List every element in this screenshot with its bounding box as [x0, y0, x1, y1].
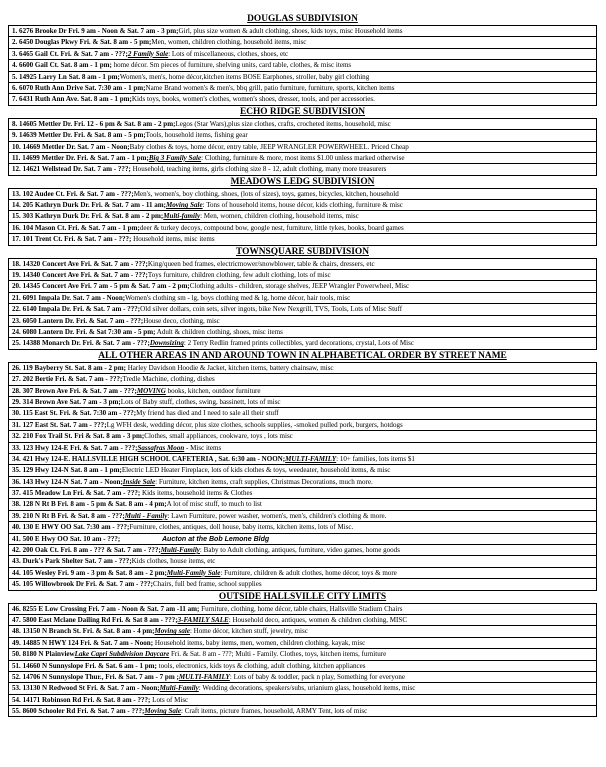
listing-description: Tredle Machine, clothing, dishes: [122, 375, 215, 384]
section-rows: [8, 118, 597, 176]
listing-number: 9.: [12, 131, 20, 140]
listing-sale-type: Multi - Family: [124, 511, 168, 520]
listing-description: House deco, clothing, misc: [143, 316, 220, 325]
listing-row: [8, 129, 597, 140]
listing-row: [8, 210, 597, 221]
listing-number: 23.: [12, 316, 23, 325]
listing-sale-type: 3-FAMILY SALE: [177, 615, 229, 624]
listing-address: 6450 Douglas Pkwy Fri. & Sat. 8 am - 5 pm;: [19, 38, 152, 47]
listing-sale-type: Downsizing: [149, 339, 184, 348]
listing-row: [8, 292, 597, 303]
listing-address: 102 Audee Ct. Fri. & Sat. 7 am - ???;: [22, 189, 134, 198]
listing-row: [8, 578, 597, 590]
listing-number: 2.: [12, 38, 20, 47]
listing-address: 314 Brown Ave Sat. 7 am - 3 pm;: [22, 397, 121, 406]
listing-sale-type: MOVING: [136, 386, 166, 395]
listing-row: [8, 269, 597, 280]
listing-address: 129 Hwy 124-N Sat. 8 am - 1 pm;: [22, 466, 122, 475]
listing-address: 307 Brown Ave Fri. & Sat. 7 am - ???;: [22, 386, 137, 395]
listing-number: 54.: [12, 695, 23, 704]
listing-address: 6276 Brooke Dr Fri. 9 am - Noon & Sat. 7 am - 3 pm;: [19, 27, 179, 35]
listing-address: 14639 Mettler Dr. Fri. & Sat. 8 am - 5 pm;: [19, 131, 146, 140]
listing-address: 14340 Concert Ave Fri. & Sat. 7 am - ???;: [22, 271, 148, 280]
listing-row: [8, 188, 597, 199]
listing-sale-type: Lake Capri Subdivision Daycare: [74, 650, 170, 659]
listing-address: 128 N Rt B Fri. 8 am - 5 pm & Sat. 8 am - 4 pm;: [22, 500, 167, 509]
listing-number: 30.: [12, 409, 23, 418]
listing-address: 6140 Impala Dr. Fri. & Sat. 7 am - ???;: [22, 305, 141, 314]
listing-row: [8, 385, 597, 396]
listing-description: Baby clothes & toys, home décor, entry table, JEEP WRANGLER POWERWHEEL. Priced Cheap: [129, 142, 409, 151]
listing-number: 29.: [12, 397, 23, 406]
listing-description: Electric LED Heater Fireplace, lots of kids clothes & toys, weedeater, household items, & misc: [121, 466, 391, 475]
listing-number: 40.: [12, 523, 23, 532]
listing-row: [8, 603, 597, 614]
listing-row: [8, 315, 597, 326]
listing-row: [8, 407, 597, 418]
listing-description: Name Brand women's & men's, bbq grill, patio furniture, furniture, sports, kitchen items: [145, 83, 395, 92]
listing-sale-type: Big 3 Family Sale: [148, 153, 202, 162]
listing-address: 14660 N Sunnyslope Fri. & Sat. 6 am - 1 pm;: [22, 661, 157, 670]
listing-address: 205 Kathryn Durk Dr. Fri. & Sat. 7 am - 11 am;: [22, 201, 166, 210]
listing-address: 5800 East Mclane Dailing Rd Fri. & Sat 8 am - ???;: [22, 615, 178, 624]
listing-row: [8, 705, 597, 717]
listing-row: [8, 199, 597, 210]
listing-sale-type: Multi-family: [163, 212, 201, 221]
listing-address: 6431 Ruth Ann Ave. Sat. 8 am - 1 pm;: [19, 95, 132, 104]
listing-row: [8, 82, 597, 93]
listing-address: 6050 Lantern Dr. Fri. & Sat. 7 am - ???;: [22, 316, 144, 325]
section-heading: OUTSIDE HALLSVILLE CITY LIMITS: [218, 591, 387, 602]
listing-description: Clothing adults - children, storage shelves, JEEP Wrangler Powerwheel, Misc: [189, 282, 410, 291]
listing-number: 44.: [12, 568, 23, 577]
listing-row: [8, 222, 597, 233]
listing-row: [8, 337, 597, 349]
listing-description: Clothes, small appliances, cookware, toys , lots misc: [144, 432, 293, 441]
listing-number: 31.: [12, 420, 23, 429]
listing-address: 200 Oak Ct. Fri. 8 am - ??? & Sat. 7 am - ???;: [22, 546, 161, 555]
listing-row: [8, 373, 597, 384]
listing-number: 3.: [12, 49, 20, 58]
listing-row: [8, 430, 597, 441]
section-rows: [8, 25, 597, 106]
listing-address: 421 Hwy 124-E. HALLSVILLE HIGH SCHOOL CAFETERIA , Sat. 6:30 am - NOON;: [22, 454, 286, 463]
listing-number: 6.: [12, 83, 20, 92]
listing-row: [8, 25, 597, 36]
listing-number: 33.: [12, 443, 23, 452]
garage-sale-listing: [8, 13, 597, 717]
listing-row: [8, 487, 597, 498]
listing-description: My friend has died and I need to sale all their stuff: [136, 409, 279, 418]
listing-address: 8255 E Low Crossing Fri. 7 am - Noon & Sat. 7 am -11 am;: [22, 604, 200, 613]
listing-address: 123 Hwy 124-E Fri. & Sat. 7 am - ???;: [22, 443, 138, 452]
listing-number: 42.: [12, 546, 23, 555]
listing-description: : Clothing, furniture & more, most items $1.00 unless marked otherwise: [201, 153, 405, 162]
listing-address: 6600 Gail Ct. Sat. 8 am - 1 pm;: [19, 61, 112, 70]
listing-address: 13130 N Redwood St Fri. & Sat. 7 am - Noon;: [22, 684, 160, 693]
listing-description: : Baby to Adult clothing, antiques, furniture, video games, home goods: [199, 546, 400, 555]
listing-description: Chairs, full bed frame, school supplies: [153, 580, 262, 589]
listing-address: 210 Fox Trail St. Fri & Sat. 8 am - 3 pm;: [22, 432, 145, 441]
listing-address: 6070 Ruth Ann Drive Sat. 7:30 am - 1 pm;: [19, 83, 146, 92]
listing-number: 21.: [12, 293, 23, 302]
listing-address: 210 N Rt B Fri. & Sat. 8 am - ???;: [22, 511, 125, 520]
listing-description: : 2 Terry Redlin framed prints collectibles, yard decorations, crystal, Lots of Misc: [183, 339, 414, 348]
listing-address: 101 Trent Ct. Fri. & Sat. 7 am - ???;: [22, 235, 132, 244]
listing-address: 14706 N Sunnyslope Thur., Fri. & Sat. 7 am - 7 pm ;: [22, 672, 179, 681]
listing-description: Women's, men's, home décor,kitchen items BOSE Earphones, stroller, baby girl clothing: [119, 72, 370, 81]
listing-row: [8, 141, 597, 152]
listing-number: 13.: [12, 189, 23, 198]
listing-address: 119 Bayberry St. Sat. 8 am - 2 pm;: [22, 363, 126, 372]
listing-number: 24.: [12, 327, 23, 336]
listing-description: Adult & children clothing, shoes, misc items: [155, 327, 283, 336]
listing-row: [8, 59, 597, 70]
listing-description: Household items, misc items: [131, 235, 215, 244]
listing-address: 105 Willowbrook Dr Fri. & Sat. 7 am - ???;: [22, 580, 154, 589]
listing-number: 17.: [12, 235, 23, 244]
section-heading: ALL OTHER AREAS IN AND AROUND TOWN IN ALPHABETICAL ORDER BY STREET NAME: [98, 350, 507, 361]
listing-address: 14925 Larry Ln Sat. 8 am - 1 pm;: [19, 72, 120, 81]
section-heading: MEADOWS LEDG SUBDIVISION: [230, 176, 375, 187]
listing-number: 20.: [12, 282, 23, 291]
listing-row: [8, 555, 597, 566]
listing-row: [8, 614, 597, 625]
listing-address: 14699 Mettler Dr. Fri. & Sat. 7 am - 1 pm;: [22, 153, 149, 162]
listing-number: 46.: [12, 604, 23, 613]
listing-row: [8, 648, 597, 659]
listing-sale-type: Multi-Family Sale: [166, 568, 221, 577]
listing-address: 14345 Concert Ave Fri. 7 am - 5 pm & Sat. 7 am - 2 pm;: [22, 282, 190, 291]
listing-address: 202 Bertie Fri. & Sat. 7 am - ???;: [22, 375, 123, 384]
listing-description: : 10+ families, lots items $1: [336, 454, 415, 463]
listing-address: 500 E Hwy OO Sat. 10 am - ???;: [22, 534, 121, 543]
listing-row: [8, 152, 597, 163]
listing-number: 7.: [12, 95, 20, 104]
listing-number: 25.: [12, 339, 23, 348]
listing-description: Kids clothes, house items, etc: [131, 557, 216, 566]
listing-description: Old silver dollars, coin sets, silver ingots, bike New Nexgrill, TVS, Tools, Lots of Misc Stuff: [140, 305, 403, 314]
listing-address: 127 East St. Sat. 7 am - ???;: [22, 420, 107, 429]
listing-description: Legos (Star Wars),plus size clothes, crafts, crocheted items, household, misc: [175, 119, 391, 128]
listing-sale-type: MULTI-FAMILY: [285, 454, 337, 463]
listing-description: Tools, household items, fishing gear: [145, 131, 248, 140]
listing-description: Kids items, household items & Clothes: [140, 489, 253, 498]
listing-address: 14885 N HWY 124 Fri. & Sat. 7 am - Noon;: [22, 638, 154, 647]
listing-stamp: Aucton at the Bob Lemone Bldg: [160, 535, 270, 543]
listing-row: [8, 453, 597, 464]
listing-description: : Furniture, kitchen items, craft supplies, Christmas Decorations, much more.: [155, 477, 373, 486]
listing-number: 18.: [12, 259, 23, 268]
listing-row: [8, 476, 597, 487]
listing-description: : Household deco, antiques, women & children clothing, MISC: [228, 615, 408, 624]
listing-description: Men's, women's, boy clothing, shoes, (lots of sizes), toys, games, bicycles, kitchen, household: [133, 189, 399, 198]
listing-row: [8, 671, 597, 682]
listing-description: Fri. & Sat. 8 am - ???; Multi - Family. Clothes, toys, kitchen items, furniture: [169, 650, 387, 659]
listing-number: 51.: [12, 661, 23, 670]
listing-number: 28.: [12, 386, 23, 395]
listing-description: deer & turkey decoys, compound bow, google nest, furniture, little tykes, books, board games: [139, 223, 404, 232]
listing-number: 52.: [12, 672, 23, 681]
listing-row: [8, 694, 597, 705]
listing-sale-type: Moving Sale: [144, 707, 181, 716]
listing-row: [8, 163, 597, 175]
listing-number: 36.: [12, 477, 23, 486]
listing-description: : Lots of miscellaneous, clothes, shoes, etc: [168, 49, 289, 58]
listing-row: [8, 521, 597, 532]
listing-description: Girl, plus size women & adult clothing, shoes, kids toys, misc Household items: [178, 27, 403, 35]
listing-row: [8, 233, 597, 245]
listing-row: [8, 660, 597, 671]
listing-description: : Home décor, kitchen stuff, jewelry, misc: [189, 627, 308, 636]
listing-number: 22.: [12, 305, 23, 314]
section-heading: ECHO RIDGE SUBDIVISION: [239, 106, 366, 117]
listing-number: 35.: [12, 466, 23, 475]
listing-description: Lots of Baby stuff, clothes, swing, bassinett, lots of misc: [120, 397, 281, 406]
listing-description: : Tons of household items, house décor, kids clothing, furniture & misc: [202, 201, 403, 210]
listing-description: : Wedding decorations, speakers/subs, urianium glass, household items, misc: [198, 684, 416, 693]
listing-row: [8, 682, 597, 693]
listing-description: Household items, baby items, men, women, children clothing, kayak, misc: [153, 638, 366, 647]
listing-number: 38.: [12, 500, 23, 509]
listing-address: 8180 N Plainview: [22, 650, 75, 659]
listing-description: A lot of misc stuff, to much to list: [166, 500, 262, 509]
listing-address: 130 E HWY OO Sat. 7:30 am - ???;: [22, 523, 130, 532]
listing-sale-type: MULTI-FAMILY: [178, 672, 230, 681]
listing-number: 48.: [12, 627, 23, 636]
listing-address: 14171 Robinson Rd Fri. & Sat. 8 am - ???;: [22, 695, 151, 704]
listing-sale-type: 2 Family Sale: [127, 49, 169, 58]
listing-address: 8600 Schooler Rd Fri. & Sat. 7 am - ???;: [22, 707, 145, 716]
listing-number: 11.: [12, 153, 23, 162]
listing-address: 14621 Wellstead Dr. Sat. 7 am - ???;: [22, 165, 131, 174]
listing-number: 27.: [12, 375, 23, 384]
listing-number: 55.: [12, 707, 23, 716]
listing-number: 32.: [12, 432, 23, 441]
listing-row: [8, 118, 597, 129]
listing-description: - Misc items: [184, 443, 222, 452]
listing-row: [8, 93, 597, 105]
listing-number: 39.: [12, 511, 23, 520]
section-heading: DOUGLAS SUBDIVISION: [247, 14, 358, 24]
listing-number: 43.: [12, 557, 23, 566]
listing-row: [8, 36, 597, 47]
listing-sale-type: Sassafras Moon: [137, 443, 185, 452]
listing-sale-type: Multi-Family: [160, 546, 200, 555]
listing-number: 8.: [12, 119, 20, 128]
listing-description: Kids toys, books, women's clothes, women's shoes, dresser, tools, and per accessories.: [131, 95, 375, 104]
listing-row: [8, 362, 597, 373]
listing-number: 34.: [12, 454, 23, 463]
listing-address: 104 Mason Ct. Fri. & Sat. 7 am - 1 pm;: [22, 223, 140, 232]
listing-number: 49.: [12, 638, 23, 647]
listing-description: Lg WFH desk, wedding décor, plus size clothes, schools supplies, -smoked pulled pork, burgers, hotdogs: [106, 420, 403, 429]
listing-row: [8, 326, 597, 337]
listing-description: : Lawn Furniture, power washer, women's, men's, children's clothing & more.: [167, 511, 387, 520]
listing-number: 47.: [12, 615, 23, 624]
listing-sale-type: Moving Sale: [166, 201, 203, 210]
listing-description: Men, women, children clothing, household items, misc: [151, 38, 307, 47]
section-rows: [8, 603, 597, 718]
listing-number: 10.: [12, 142, 23, 151]
listing-description: home décor. Sm pieces of furniture, shelving units, card table, clothes, & misc items: [111, 61, 352, 70]
listing-address: 14605 Mettler Dr. Fri. 12 - 6 pm & Sat. 8 am - 2 pm;: [19, 119, 176, 128]
listing-number: 1.: [12, 27, 20, 35]
listing-number: 53.: [12, 684, 23, 693]
listing-number: 14.: [12, 201, 23, 210]
listing-row: [8, 533, 597, 544]
listing-number: 50.: [12, 650, 23, 659]
listing-row: [8, 396, 597, 407]
listing-number: 41.: [12, 534, 23, 543]
listing-number: 26.: [12, 363, 23, 372]
listing-description: : Lots of baby & toddler, pack n play, Something for everyone: [229, 672, 406, 681]
listing-row: [8, 498, 597, 509]
listing-address: 13150 N Branch St. Fri. & Sat. 8 am - 4 pm;: [22, 627, 155, 636]
section-heading: TOWNSQUARE SUBDIVISION: [236, 246, 369, 257]
listing-address: 105 Wesley Fri. 9 am - 3 pm & Sat. 8 am - 2 pm;: [22, 568, 167, 577]
listing-description: : Craft items, picture frames, household, ARMY Tent, lots of misc: [181, 707, 368, 716]
listing-row: [8, 303, 597, 314]
listing-number: 19.: [12, 271, 23, 280]
listing-row: [8, 258, 597, 269]
listing-address: 115 East St. Fri. & Sat. 7:30 am - ???;: [22, 409, 137, 418]
listing-address: 415 Meadow Ln Fri. & Sat. 7 am - ???;: [22, 489, 141, 498]
listing-address: 303 Kathryn Durk Dr. Fri. & Sat. 8 am - 2 pm;: [22, 212, 164, 221]
listing-description: books, kitchen, outdoor furniture: [165, 386, 261, 395]
listing-row: [8, 419, 597, 430]
listing-address: 6465 Gail Ct. Fri. & Sat. 7 am - ???;: [19, 49, 128, 58]
listing-description: Toys furniture, children clothing, few adult clothing, lots of misc: [147, 271, 331, 280]
listing-description: Lots of Misc: [150, 695, 189, 704]
listing-sale-type: Moving sale: [154, 627, 190, 636]
listing-description: Furniture, clothes, antiques, doll house, baby items, kitchen items, lots of Misc.: [129, 523, 354, 532]
listing-address: Durk's Park Shelter Sat. 7 am - ???;: [22, 557, 132, 566]
listing-sale-type: Inside Sale: [122, 477, 156, 486]
listing-number: 16.: [12, 223, 23, 232]
listing-sale-type: Multi-Family: [159, 684, 199, 693]
listing-row: [8, 48, 597, 59]
listing-number: 5.: [12, 72, 20, 81]
listing-row: [8, 625, 597, 636]
listing-address: 6091 Impala Dr. Sat. 7 am - Noon;: [22, 293, 126, 302]
listing-row: [8, 510, 597, 521]
listing-description: Harley Davidson Hoodie & Jacket, kitchen items, battery chainsaw, misc: [125, 363, 334, 372]
listing-description: Furniture, clothing, home décor, table chairs, Hallsville Stadium Chairs: [199, 604, 403, 613]
listing-description: Women's clothing sm - lg, boys clothing med & lg, home décor, hair tools, misc: [125, 293, 351, 302]
listing-address: 143 Hwy 124-N Sat. 7 am - Noon;: [22, 477, 123, 486]
listing-number: 4.: [12, 61, 20, 70]
listing-row: [8, 567, 597, 578]
listing-description: tools, electronics, kids toys & clothing, adult clothing, kitchen appliances: [156, 661, 366, 670]
listing-address: 6080 Lantern Dr. Fri. & Sat 7:30 am - 5 pm;: [22, 327, 156, 336]
listing-number: 12.: [12, 165, 23, 174]
listing-row: [8, 280, 597, 291]
listing-number: 45.: [12, 580, 23, 589]
listing-number: 15.: [12, 212, 23, 221]
listing-description: : Men, women, children clothing, household items, misc: [200, 212, 359, 221]
listing-row: [8, 637, 597, 648]
listing-address: 14388 Monarch Dr. Fri. & Sat. 7 am - ???;: [22, 339, 150, 348]
listing-description: King/queen bed frames, electricmower/snowblower, table & chairs, dressers, etc: [147, 259, 375, 268]
listing-row: [8, 71, 597, 82]
listing-address: 14669 Mettler Dr. Sat. 7 am - Noon;: [22, 142, 130, 151]
listing-address: 14320 Concert Ave Fri. & Sat. 7 am - ???;: [22, 259, 148, 268]
listing-row: [8, 442, 597, 453]
section-rows: [8, 362, 597, 591]
listing-number: 37.: [12, 489, 23, 498]
listing-description: : Furniture, children & adult clothes, home décor, toys & more: [220, 568, 397, 577]
section-rows: [8, 258, 597, 350]
listing-row: [8, 464, 597, 475]
listing-row: [8, 544, 597, 555]
listing-description: Household, teaching items, girls clothing size 8 - 12, adult clothing, many more treasurers: [130, 165, 387, 174]
section-rows: [8, 188, 597, 246]
